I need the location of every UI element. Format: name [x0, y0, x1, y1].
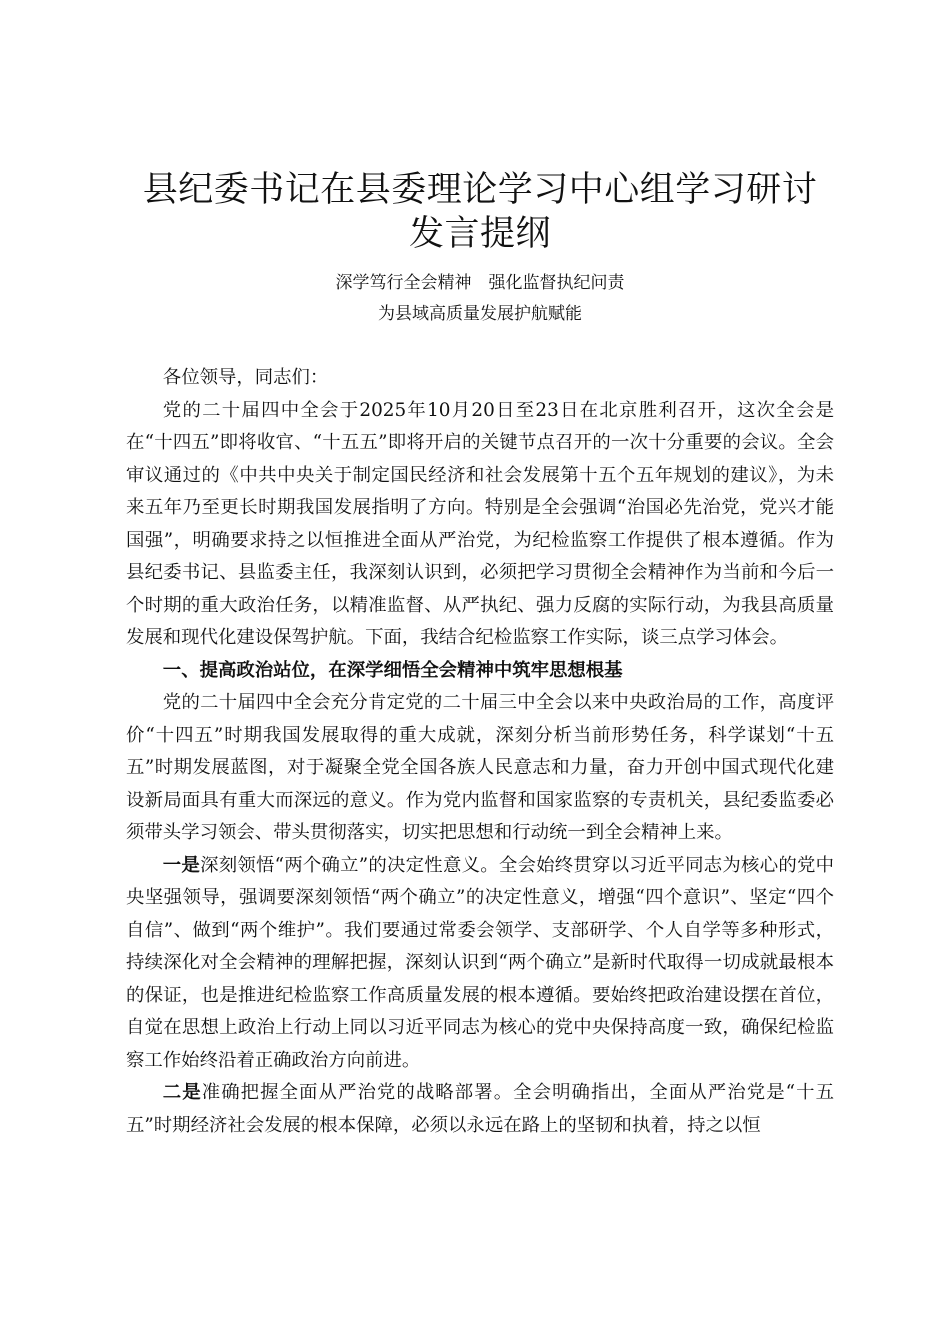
document-subtitle-line1: 深学笃行全会精神 强化监督执纪问责 [335, 273, 625, 293]
salutation: 各位领导，同志们： [162, 367, 329, 388]
point-text-1: 深刻领悟“两个确立”的决定性意义。全会始终贯穿以习近平同志为核心的党中央坚强领导，强调要深刻领悟“两个确立”的决定性意义，增强“四个意识”、坚定“四个自信”、做到“两个维护”。我们要通过常委会领学、支部研学、个人自学等多种形式，持续深化对全会精神的理解把握，深刻认识到“两个确立”是新时代取得一切成就最根本的保证，也是推进纪检监察工作高质量发展的根本遵循。要始终把政治建设摆在首位，自觉在思想上政治上行动上同以习近平同志为核心的党中央保持高度一致，确保纪检监察工作始终沿着正确政治方向前进。 [126, 854, 834, 1071]
paragraph-point1 [126, 850, 834, 1078]
document-title: 县纪委书记在县委理论学习中心组学习研讨发言提纲 [142, 170, 818, 254]
section-heading-1: 一、提高政治站位，在深学细悟全会精神中筑牢思想根基 [162, 659, 623, 681]
paragraph-intro: 党的二十届四中全会于2025年10月20日至23日在北京胜利召开，这次全会是在“十四五”即将收官、“十五五”即将开启的关键节点召开的一次十分重要的会议。全会审议通过的《中共中央关于制定国民经济和社会发展第十五个五年规划的建议》，为未来五年乃至更长时期我国发展指明了方向。特别是全会强调“治国必先治党，党兴才能国强”，明确要求持之以恒推进全面从严治党，为纪检监察工作提供了根本遵循。作为县纪委书记、县监委主任，我深刻认识到，必须把学习贯彻全会精神作为当前和今后一个时期的重大政治任务，以精准监督、从严执纪、强力反腐的实际行动，为我县高质量发展和现代化建设保驾护航。下面，我结合纪检监察工作实际，谈三点学习体会。 [126, 399, 834, 648]
paragraph-point2 [126, 1077, 834, 1142]
point-text-2: 准确把握全面从严治党的战略部署。全会明确指出，全面从严治党是“十五五”时期经济社会发展的根本保障，必须以永远在路上的坚韧和执着，持之以恒 [126, 1082, 834, 1136]
document-subtitle-line2: 为县域高质量发展护航赋能 [378, 304, 582, 324]
document-body [126, 362, 834, 1142]
point-lead-1: 一是 [162, 854, 201, 876]
paragraph-section1: 党的二十届四中全会充分肯定党的二十届三中全会以来中央政治局的工作，高度评价“十四五”时期我国发展取得的重大成就，深刻分析当前形势任务，科学谋划“十五五”时期发展蓝图，对于凝聚全党全国各族人民意志和力量，奋力开创中国式现代化建设新局面具有重大而深远的意义。作为党内监督和国家监察的专责机关，县纪委监委必须带头学习领会、带头贯彻落实，切实把思想和行动统一到全会精神上来。 [126, 692, 834, 843]
point-lead-2: 二是 [162, 1082, 202, 1103]
document-page [126, 168, 834, 1142]
